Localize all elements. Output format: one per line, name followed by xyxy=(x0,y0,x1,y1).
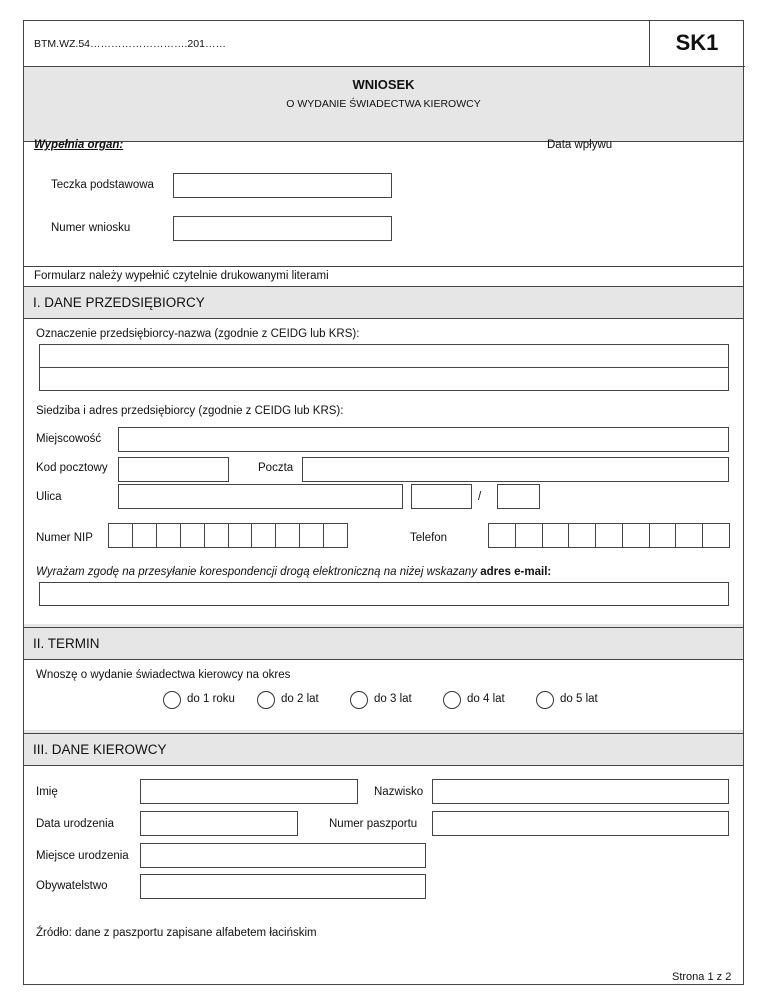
nip-cell xyxy=(109,524,132,547)
period-prompt: Wnoszę o wydanie świadectwa kierowcy na okres xyxy=(36,669,291,681)
form-subtitle: O WYDANIE ŚWIADECTWA KIEROWCY xyxy=(286,98,481,110)
organ-heading: Wypełnia organ: xyxy=(34,139,124,151)
option-2-years: do 2 lat xyxy=(281,693,319,705)
radio-4-years[interactable] xyxy=(443,691,461,709)
number-label: Numer wniosku xyxy=(51,222,131,234)
nip-field[interactable] xyxy=(108,523,348,548)
radio-1-year[interactable] xyxy=(163,691,181,709)
slash: / xyxy=(478,491,482,503)
source-note: Źródło: dane z paszportu zapisane alfabetem łacińskim xyxy=(36,927,317,939)
company-name-field-1[interactable] xyxy=(39,344,729,368)
phone-cell xyxy=(675,524,702,547)
option-1-year: do 1 roku xyxy=(187,693,235,705)
post-office-field[interactable] xyxy=(302,457,729,482)
phone-cell xyxy=(622,524,649,547)
street-field[interactable] xyxy=(118,484,403,509)
birth-date-label: Data urodzenia xyxy=(36,818,114,830)
nip-cell xyxy=(180,524,204,547)
page-number: Strona 1 z 2 xyxy=(672,971,732,983)
company-name-field-2[interactable] xyxy=(39,367,729,391)
form-title: WNIOSEK xyxy=(352,77,415,92)
folder-label: Teczka podstawowa xyxy=(51,179,154,191)
birth-place-field[interactable] xyxy=(140,843,426,868)
first-name-label: Imię xyxy=(36,786,58,798)
apartment-number-field[interactable] xyxy=(497,484,540,509)
post-office-label: Poczta xyxy=(258,462,294,474)
nip-cell xyxy=(251,524,275,547)
phone-field[interactable] xyxy=(488,523,730,548)
section-3-header xyxy=(24,733,743,766)
birth-date-field[interactable] xyxy=(140,811,298,836)
section-1-header xyxy=(24,286,743,319)
postcode-label: Kod pocztowy xyxy=(36,462,108,474)
nip-cell xyxy=(204,524,228,547)
phone-cell xyxy=(515,524,542,547)
passport-label: Numer paszportu xyxy=(329,818,418,830)
company-name-label: Oznaczenie przedsiębiorcy-nazwa (zgodnie z CEIDG lub KRS): xyxy=(36,328,360,340)
instructions: Formularz należy wypełnić czytelnie drukowanymi literami xyxy=(34,270,329,282)
building-number-field[interactable] xyxy=(411,484,472,509)
address-label: Siedziba i adres przedsiębiorcy (zgodnie z CEIDG lub KRS): xyxy=(36,405,344,417)
city-label: Miejscowość xyxy=(36,433,102,445)
birth-place-label: Miejsce urodzenia xyxy=(36,850,129,862)
date-received-label: Data wpływu xyxy=(547,139,613,151)
radio-2-years[interactable] xyxy=(257,691,275,709)
nip-cell xyxy=(299,524,323,547)
option-3-years: do 3 lat xyxy=(374,693,412,705)
phone-cell xyxy=(595,524,622,547)
phone-cell xyxy=(489,524,515,547)
section-2-title: II. TERMIN xyxy=(33,636,100,651)
radio-3-years[interactable] xyxy=(350,691,368,709)
email-consent-text: Wyrażam zgodę na przesyłanie korespondencji drogą elektroniczną na niżej wskazany xyxy=(36,566,481,578)
passport-field[interactable] xyxy=(432,811,729,836)
nip-cell xyxy=(156,524,180,547)
phone-cell xyxy=(702,524,729,547)
option-4-years: do 4 lat xyxy=(467,693,505,705)
divider xyxy=(24,266,743,267)
form-code: SK1 xyxy=(675,30,719,55)
street-label: Ulica xyxy=(36,491,62,503)
section-1-title: I. DANE PRZEDSIĘBIORCY xyxy=(33,295,205,310)
first-name-field[interactable] xyxy=(140,779,358,804)
form-ref: BTM.WZ.54……………………….201…… xyxy=(34,38,226,50)
nip-cell xyxy=(228,524,252,547)
folder-field[interactable] xyxy=(173,173,392,198)
nip-cell xyxy=(323,524,347,547)
city-field[interactable] xyxy=(118,427,729,452)
postcode-field[interactable] xyxy=(118,457,229,482)
form-frame xyxy=(23,20,744,985)
citizenship-label: Obywatelstwo xyxy=(36,880,108,892)
email-consent xyxy=(36,566,551,578)
email-field[interactable] xyxy=(39,582,729,606)
phone-cell xyxy=(542,524,569,547)
nip-cell xyxy=(132,524,156,547)
last-name-label: Nazwisko xyxy=(374,786,424,798)
last-name-field[interactable] xyxy=(432,779,729,804)
radio-5-years[interactable] xyxy=(536,691,554,709)
section-3-title: III. DANE KIEROWCY xyxy=(33,742,167,757)
option-5-years: do 5 lat xyxy=(560,693,598,705)
nip-cell xyxy=(275,524,299,547)
section-2-header xyxy=(24,627,743,660)
application-number-field[interactable] xyxy=(173,216,392,241)
email-consent-bold: adres e-mail: xyxy=(480,566,552,578)
nip-label: Numer NIP xyxy=(36,532,93,544)
phone-label: Telefon xyxy=(410,532,448,544)
phone-cell xyxy=(649,524,676,547)
phone-cell xyxy=(568,524,595,547)
divider xyxy=(24,141,743,142)
citizenship-field[interactable] xyxy=(140,874,426,899)
